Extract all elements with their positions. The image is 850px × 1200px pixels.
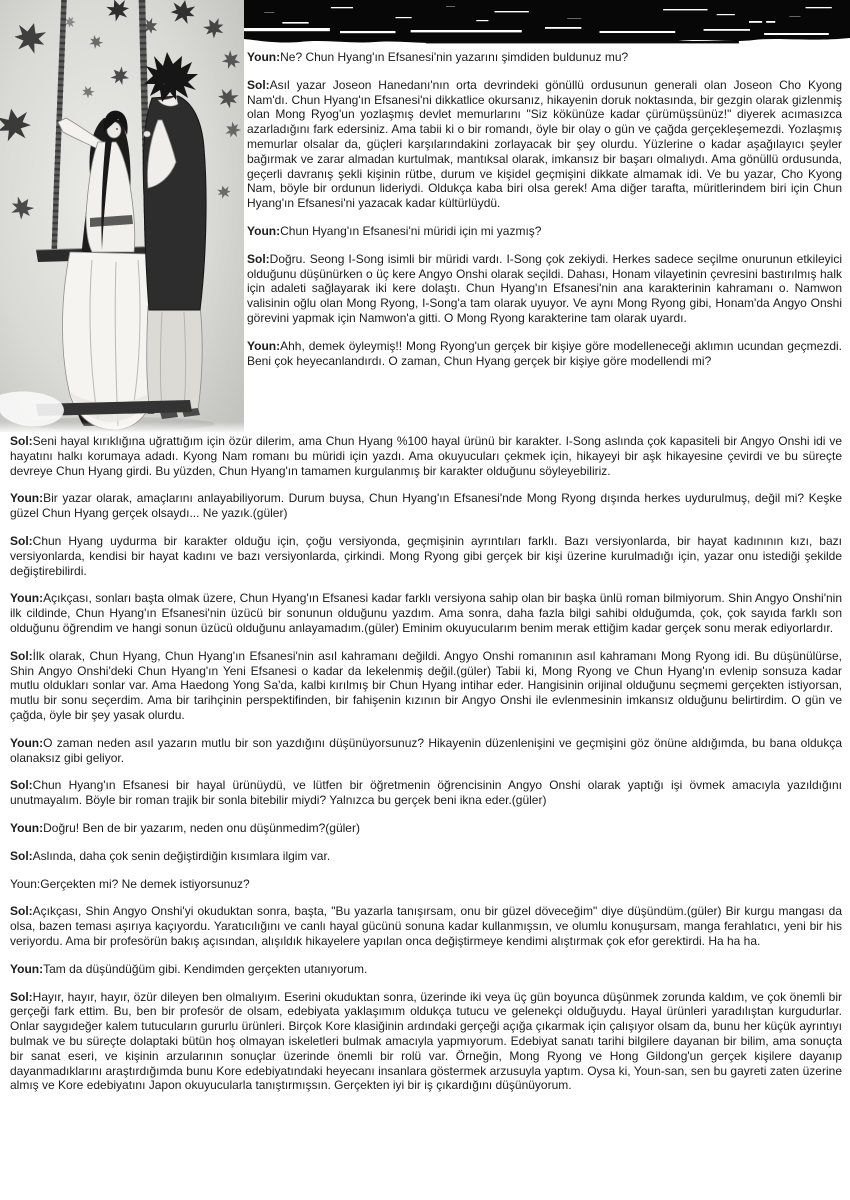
speaker-label: Youn: [247,338,281,353]
speaker-label: Sol: [247,251,270,266]
speaker-label: Sol: [10,848,33,863]
illustration-spacer [10,50,247,434]
speaker-label: Youn: [247,50,281,64]
dialogue-paragraph [10,849,842,864]
dialogue-paragraph [10,491,842,521]
speaker-label: Youn: [10,491,44,506]
dialogue-text: Chun Hyang uydurma bir karakter olduğu için, çoğu versiyonda, geçmişinin ayrıntıları farklı. Bazı versiyonlarda, bir hayat kadınının kızı, bazı versiyonlarda, kendisi bir hayat kadını ve bazı versiyonlarda, çirkindi. Mong Ryong gibi gerçek bir kişi üzerine kurulmadığı için, yazar onu istediği şekilde değiştirebilirdi. [10,533,842,578]
dialogue-text: Açıkçası, Shin Angyo Onshi'yi okuduktan sonra, başta, "Bu yazarla tanışırsam, onu bir güzel döveceğim" diye düşündüm.(güler) Bir kurgu mangası da olsa, bazen teması aşırıya kaçıyordu. Yaratıcılığını ve canlı hayal gücünü sonuna kadar kullanmışsın, ve olumlu konuşursam, manga ferahlatıcı, yeni bir his veriyordu. Ama bir profesörün bakış açısından, alışıldık hikayelere yapılan onca değiştirmeye kendimi alıştırmak çok efor gerektirdi. Ha ha ha. [10,904,842,948]
dialogue-text: Seni hayal kırıklığına uğrattığım için özür dilerim, ama Chun Hyang %100 hayal ürünü bir karakter. I-Song aslında çok kapasiteli bir Angyo Onshi idi ve hayatını halkı korumaya adadı. Kyong Nam romanı bu müridi için yazdı. Ama okuyucuları çekmek için, hikayeyi bir aşk hikayesine çevirdi ve bu süreçte devreye Chun Hyang girdi. Bu yüzden, Chun Hyang'ın tamamen kurgulanmış bir karakter olduğunu söyleyebiliriz. [10,434,842,478]
dialogue-text: Bir yazar olarak, amaçlarını anlayabiliyorum. Durum buysa, Chun Hyang'ın Efsanesi'nde Mong Ryong dışında herkes uydurulmuş, değil mi? Keşke güzel Chun Hyang gerçek olsaydı... Ne yazık.(güler) [10,491,842,521]
dialogue-paragraph [10,736,842,766]
dialogue-paragraph [10,990,842,1094]
speaker-label: Sol: [10,778,33,793]
speaker-label: Sol: [10,989,33,1004]
dialogue-text: Gerçekten mi? Ne demek istiyorsunuz? [40,876,250,891]
dialogue-paragraph [10,591,842,635]
speaker-label: Sol: [10,648,33,663]
speaker-label: Sol: [10,904,33,919]
dialogue-paragraph [10,877,842,892]
dialogue-text: Asıl yazar Joseon Hanedanı'nın orta devrindeki gönüllü ordusunun generali olan Joseon Cho Kyong Nam'dı. Chun Hyang'ın Efsanesi'ni dikkatlice okursanız, hikayenin doruk noktasında, bir gezgin olarak gizlenmiş olan Mong Ryog'un yozlaşmış devlet memurlarını "Siz kökünüze kadar çürümüşsünüz!" diyerek acımasızca azarladığını fark edersiniz. Ama tabii ki o bir romandı, öyle bir olay o gün ve çağda gerçekleşemezdi. Yozlaşmış memurlar olsalar da, güçleri karşılarındakini zorlayacak bir şey olurdu. Yüzlerine o kadar aşağılayıcı şeyler bağırmak ve zarar almadan kurtulmak, mantıksal olarak, imkansız bir başarı olmalıydı. Ama gönüllü ordusunda, geçerli davranış şekli kişinin rütbe, durum ve kişidel geçmişini dikkate almamak idi. Ve bu yazar, Cho Kyong Nam, böyle bir ordunun lideriydi. Oldukça kaba biri olsa gerek! Ama diğer tarafta, müritlerindem biri için Chun Hyang'ın Efsanesi'ni yazacak kadar kültürlüydü. [247,77,842,211]
dialogue-paragraph [10,434,842,478]
speaker-label: Youn: [10,961,44,976]
dialogue-text: Chun Hyang'ın Efsanesi bir hayal ürünüydü, ve lütfen bir öğretmenin öğrencisinin Angyo Onshi olarak yaptığı işi övmek amacıyla yazıldığını unutmayalım. Böyle bir roman trajik bir sonla bitebilir miydi? Yalnızca bu gerçek beni ikna eder.(güler) [10,778,842,808]
dialogue-text: Aslında, daha çok senin değiştirdiğin kısımlara ilgim var. [32,848,331,863]
dialogue-paragraph [10,649,842,723]
dialogue-text: Doğru! Ben de bir yazarım, neden onu düşünmedim?(güler) [43,820,360,835]
speaker-label: Youn: [10,876,41,891]
dialogue-paragraph [10,821,842,836]
dialogue-paragraph [10,778,842,808]
dialogue-text: Ne? Chun Hyang'ın Efsanesi'nin yazarını şimdiden buldunuz mu? [280,50,629,64]
dialogue-text: İlk olarak, Chun Hyang, Chun Hyang'ın Efsanesi'nin asıl kahramanı değildi. Angyo Onshi romanının asıl kahramanı Mong Ryong idi. Bu düşünülürse, Shin Angyo Onshi'deki Chun Hyang'ın Yeni Efsanesi o kadar da lekelenmiş değil.(güler) Tabii ki, Mong Ryong ve Chun Hyang'ın evlenip sonsuza kadar mutlu oldukları sonlar var. Ama Haedong Yong Sa'da, kalbi kırılmış bir Chun Hyang intihar eder. Hangisinin orijinal olduğunu seçmemi gerçekten istiyorsan, mutlu bir sonu seçerdim. Ama bir tarihçinin perspektifinden, bir fahişenin kızının bir Angyo Onshi ile evlenmesinin imkansız olduğunu belirtirdim. O gün ve çağda, öyle bir şey yasak olurdu. [10,648,842,722]
speaker-label: Youn: [10,591,44,606]
dialogue-text: O zaman neden asıl yazarın mutlu bir son yazdığını düşünüyorsunuz? Hikayenin düzenlenişini ve geçmişini göz önüne aldığımda, bu bana oldukça olanaksız gibi geliyor. [10,735,842,765]
dialogue-text: Ahh, demek öyleymiş!! Mong Ryong'un gerçek bir kişiye göre modelleneceği aklımın ucundan geçmezdi. Beni çok heyecanlandırdı. O zaman, Chun Hyang gerçek bir kişiye göre modellendi mi? [247,338,842,368]
dialogue-text: Açıkçası, sonları başta olmak üzere, Chun Hyang'ın Efsanesi kadar farklı versiyona sahip olan bir başka ünlü roman bilmiyorum. Shin Angyo Onshi'nin ilk cildinde, Chun Hyang'ın Efsanesi'nin üzücü bir sonunun olduğunu yazdım. Ama sonra, daha fazla bilgi sahibi olduğumda, çok, çok sayıda farklı son olduğunu öğrendim ve hangi sonun üzücü olduğunu anlayamadım.(güler) Eminim okuyucularım benim merak ettiğim kadar gerçek sonu merak ediyorlardır. [10,591,842,635]
speaker-label: Sol: [247,77,270,92]
speaker-label: Sol: [10,533,33,548]
speaker-label: Youn: [10,820,44,835]
dialogue-text: Tam da düşündüğüm gibi. Kendimden gerçekten utanıyorum. [43,961,368,976]
dialogue-text: Doğru. Seong I-Song isimli bir müridi vardı. I-Song çok zekiydi. Herkes sadece seçilme onurunun etkileyici olduğunu düşünürken o üç kere Angyo Onshi olarak seçildi. Dahası, Honam vilayetinin çevresini bastırılmış halk için adaleti sağlayarak iki kere dolaştı. Chun Hyang'ın Efsanesi'nin ana karakterinin kahramanı o. Namwon valisinin oğlu olan Mong Ryong, I-Song'a tam olarak uyuyor. Ve aynı Mong Ryong gibi, Honam'da Angyo Onshi görevini yapmak için Namwon'a gitti. O Mong Ryong karakterine tam olarak uyardı. [247,251,842,325]
speaker-label: Youn: [10,735,44,750]
dialogue-text: Hayır, hayır, hayır, özür dileyen ben olmalıyım. Eserini okuduktan sonra, üzerinde iki veya üç gün boyunca düşünmek zorunda kaldım, ve çok önemli bir gerçeği fark ettim. Bu, ben bir profesör de olsam, edebiyata yaklaşımım oldukça tutucu ve gelenekçi olduğuydu. Hayal ürünleri yaradılıştan kurgudurlar. Onlar saygıdeğer kalem tutucuların gururlu ürünleri. Birçok Kore klasiğinin ardındaki gerçeği açığa çıkarmak için çalışıyor olsam da, bunu her küçük ayrıntıyı bulmak ve bu süreçte dolaptaki bütün hoş olmayan iskeletleri bulmak amacıyla yapmıyorum. Edebiyat sanatı tarihi bilgilere dayanan bir bilim, ama sonuçta bir sanat eseri, ve kişinin arzularının sonuçlar üzerinde önemli bir rolü var. Örneğin, Mong Ryong ve Hong Gildong'un gerçek kişilere dayanıp dayanmadıklarını araştırdığımda bunu Kore edebiyatındaki heyecanı insanlara göstermek arzusuyla yaptım. Oysa ki, Youn-san, sen bu gayreti zaten üzerine almış ve Kore edebiyatını Japon okuyucularla tanıştırmışsın. Gerçekten iyi bir iş çıkardığını düşünüyorum. [10,989,842,1093]
dialogue-paragraph [10,904,842,948]
speaker-label: Youn: [247,223,281,238]
dialogue-paragraph [10,534,842,578]
speaker-label: Sol: [10,434,33,448]
dialogue-text: Chun Hyang'ın Efsanesi'ni müridi için mi yazmış? [280,223,542,238]
dialogue-paragraph [10,962,842,977]
